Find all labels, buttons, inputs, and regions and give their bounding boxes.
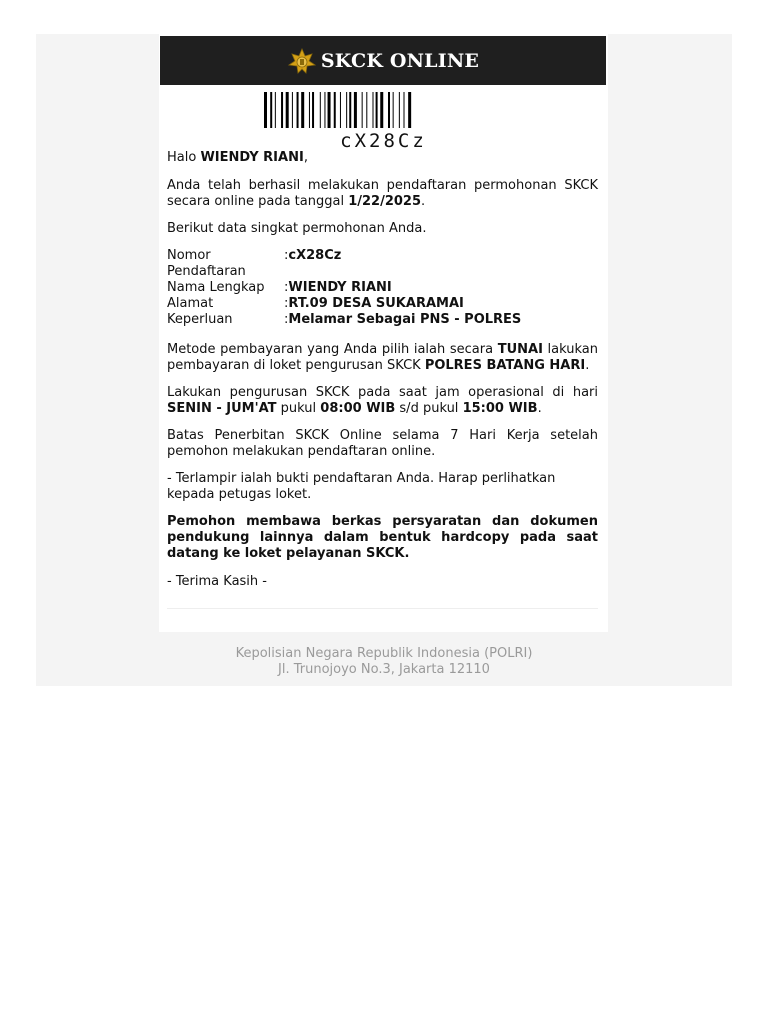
barcode-bar (373, 92, 374, 128)
barcode-bar (320, 92, 321, 128)
divider (167, 608, 598, 609)
barcode-bar (286, 92, 289, 128)
attachment-paragraph: - Terlampir ialah bukti pendaftaran Anda. Harap perlihatkan kepada petugas loket. (167, 471, 556, 502)
details-table (167, 248, 598, 328)
barcode-bar (376, 92, 378, 128)
registration-date: 1/22/2025 (348, 194, 422, 209)
greeting: Halo WIENDY RIANI, (167, 150, 308, 165)
barcode-bar (312, 92, 314, 128)
barcode-bar (354, 92, 357, 128)
barcode-bar (362, 92, 363, 128)
summary-text: Berikut data singkat permohonan Anda. (167, 221, 427, 236)
detail-label: Nama Lengkap (167, 280, 265, 295)
payment-paragraph: Metode pembayaran yang Anda pilih ialah secara TUNAI lakukan pembayaran di loket pengurusan SKCK POLRES BATANG HARI. (167, 342, 598, 373)
intro-paragraph: Anda telah berhasil melakukan pendaftaran permohonan SKCK secara online pada tanggal 1/22/2025. (167, 178, 598, 209)
email-card (159, 34, 608, 632)
greeting-name: WIENDY RIANI (200, 150, 304, 165)
barcode-bar (380, 92, 383, 128)
barcode-bar (399, 92, 400, 128)
email-background (36, 34, 732, 686)
header-brand: SKCK ONLINE (320, 49, 480, 72)
detail-value: Melamar Sebagai PNS - POLRES (288, 312, 522, 327)
barcode-bar (328, 92, 331, 128)
schedule-paragraph: Lakukan pengurusan SKCK pada saat jam operasional di hari SENIN - JUM'AT pukul 08:00 WIB s/d pukul 15:00 WIB. (167, 385, 598, 416)
barcode-bar (340, 92, 341, 128)
email-body (167, 150, 598, 601)
detail-row: Keperluan : Melamar Sebagai PNS - POLRES (167, 312, 522, 327)
detail-label: Keperluan (167, 312, 233, 327)
schedule-end: 15:00 WIB (462, 401, 538, 416)
barcode-bar (301, 92, 304, 128)
barcode-bar (393, 92, 394, 128)
barcode-bar (366, 92, 367, 128)
barcode-image (264, 92, 504, 128)
barcode-bar (270, 92, 272, 128)
barcode-bar (297, 92, 299, 128)
bold-notice: Pemohon membawa berkas persyaratan dan dokumen pendukung lainnya dalam bentuk hardcopy pada saat datang ke loket pelayanan SKCK. (167, 514, 598, 561)
schedule-days: SENIN - JUM'AT (167, 401, 277, 416)
detail-row: Nomor Pendaftaran : cX28Cz (167, 248, 342, 279)
detail-value: WIENDY RIANI (288, 280, 392, 295)
detail-value: RT.09 DESA SUKARAMAI (288, 296, 464, 311)
barcode-bar (346, 92, 347, 128)
detail-row: Alamat : RT.09 DESA SUKARAMAI (167, 296, 464, 311)
detail-value: cX28Cz (288, 248, 342, 263)
closing-text: - Terima Kasih - (167, 574, 267, 589)
detail-label: Nomor Pendaftaran (167, 248, 246, 279)
barcode-bar (309, 92, 310, 128)
barcode-bar (408, 92, 411, 128)
barcode-bar (349, 92, 351, 128)
barcode-code: cX28Cz (340, 130, 427, 152)
barcode-bar (281, 92, 283, 128)
header-banner (160, 36, 606, 85)
deadline-paragraph: Batas Penerbitan SKCK Online selama 7 Hari Kerja setelah pemohon melakukan pendaftaran online. (167, 428, 598, 459)
payment-location: POLRES BATANG HARI (424, 358, 586, 373)
barcode-bar (275, 92, 276, 128)
payment-method: TUNAI (497, 342, 543, 357)
barcode-bar (324, 92, 325, 128)
barcode-bar (334, 92, 336, 128)
footer-line2: Jl. Trunojoyo No.3, Jakarta 12110 (278, 662, 490, 677)
barcode-bar (388, 92, 390, 128)
barcode-bar (292, 92, 293, 128)
footer (36, 646, 732, 678)
footer-line1: Kepolisian Negara Republik Indonesia (POLRI) (235, 646, 533, 661)
polri-emblem-icon (287, 47, 317, 75)
detail-row: Nama Lengkap : WIENDY RIANI (167, 280, 392, 295)
detail-label: Alamat (167, 296, 214, 311)
barcode-bar (404, 92, 405, 128)
barcode-bar (264, 92, 267, 128)
schedule-start: 08:00 WIB (320, 401, 396, 416)
